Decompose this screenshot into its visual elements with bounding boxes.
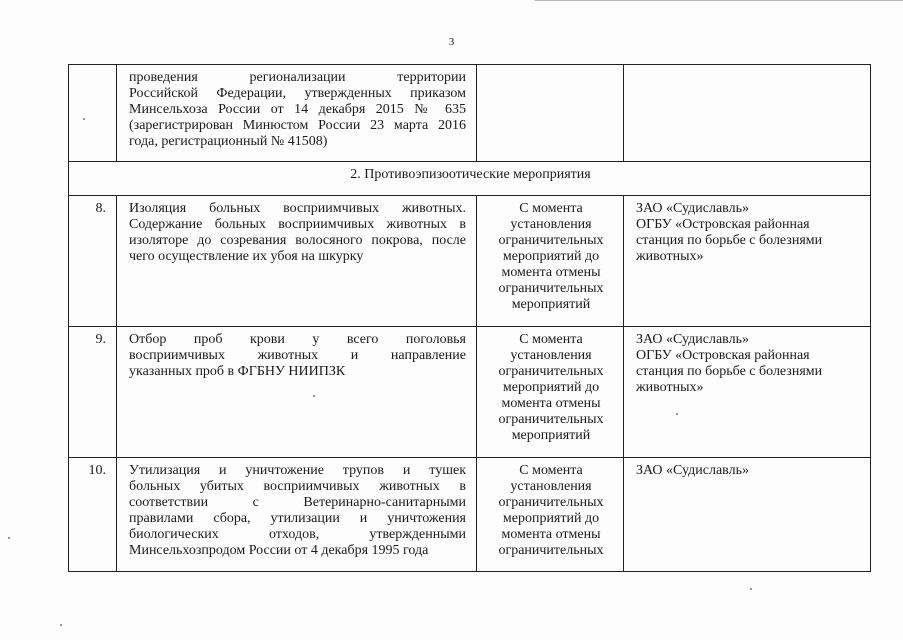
scan-speck (750, 588, 752, 590)
page-number: 3 (448, 36, 455, 48)
description-line: Содержание больных восприимчивых животных в (129, 217, 466, 232)
measure-description (117, 196, 477, 327)
measures-table (68, 64, 871, 572)
description-line: чего осуществление их убоя на шкурку (129, 249, 364, 264)
measure-responsible (624, 65, 871, 162)
measure-term: С момента установления ограничительных мероприятий до момента отмены ограничительных (477, 458, 624, 572)
description-line: правилами сбора, утилизации и уничтожения (129, 511, 466, 526)
description-line: Утилизация и уничтожение трупов и тушек (129, 463, 466, 478)
description-line: Минсельхоза России от 14 декабря 2015 № 635 (129, 102, 466, 117)
table-row (69, 65, 871, 162)
description-line: изоляторе до созревания волосяного покрова, после (129, 233, 466, 248)
description-line: Изоляция больных восприимчивых животных. (129, 201, 466, 216)
description-line: Отбор проб крови у всего поголовья (129, 332, 466, 347)
table-row (69, 327, 871, 458)
measure-description (117, 458, 477, 572)
description-line: Российской Федерации, утвержденных приказом (129, 86, 466, 101)
row-number (69, 65, 117, 162)
measure-term (477, 65, 624, 162)
table-row (69, 196, 871, 327)
description-line: восприимчивых животных и направление (129, 348, 466, 363)
measure-description (117, 327, 477, 458)
section-title: 2. Противоэпизоотические мероприятия (69, 162, 871, 196)
description-line: указанных проб в ФГБНУ НИИПЗК (129, 364, 346, 379)
scan-speck (676, 413, 678, 415)
measure-term: С момента установления ограничительных мероприятий до момента отмены ограничительных мероприятий (477, 196, 624, 327)
description-line: биологических отходов, утвержденными (129, 527, 466, 542)
measure-responsible: ЗАО «Судиславль» ОГБУ «Островская районная станция по борьбе с болезнями животных» (624, 327, 871, 458)
row-number: 9. (69, 327, 117, 458)
scan-speck (83, 118, 85, 120)
measure-description (117, 65, 477, 162)
measure-term: С момента установления ограничительных мероприятий до момента отмены ограничительных мероприятий (477, 327, 624, 458)
description-line: проведения регионализации территории (129, 70, 466, 85)
measure-responsible: ЗАО «Судиславль» (624, 458, 871, 572)
description-line: (зарегистрирован Минюстом России 23 марта 2016 (129, 118, 466, 133)
scan-speck (8, 537, 10, 539)
section-header-row (69, 162, 871, 196)
measure-responsible: ЗАО «Судиславль» ОГБУ «Островская районная станция по борьбе с болезнями животных» (624, 196, 871, 327)
scan-speck (313, 395, 315, 397)
measures-table-body (69, 65, 871, 572)
row-number: 8. (69, 196, 117, 327)
row-number: 10. (69, 458, 117, 572)
scan-speck (60, 624, 62, 626)
scan-edge-line (535, 0, 903, 1)
description-line: Минсельхозпродом России от 4 декабря 1995 года (129, 543, 429, 558)
description-line: соответствии с Ветеринарно-санитарными (129, 495, 466, 510)
description-line: года, регистрационный № 41508) (129, 134, 328, 149)
table-row (69, 458, 871, 572)
description-line: больных убитых восприимчивых животных в (129, 479, 466, 494)
